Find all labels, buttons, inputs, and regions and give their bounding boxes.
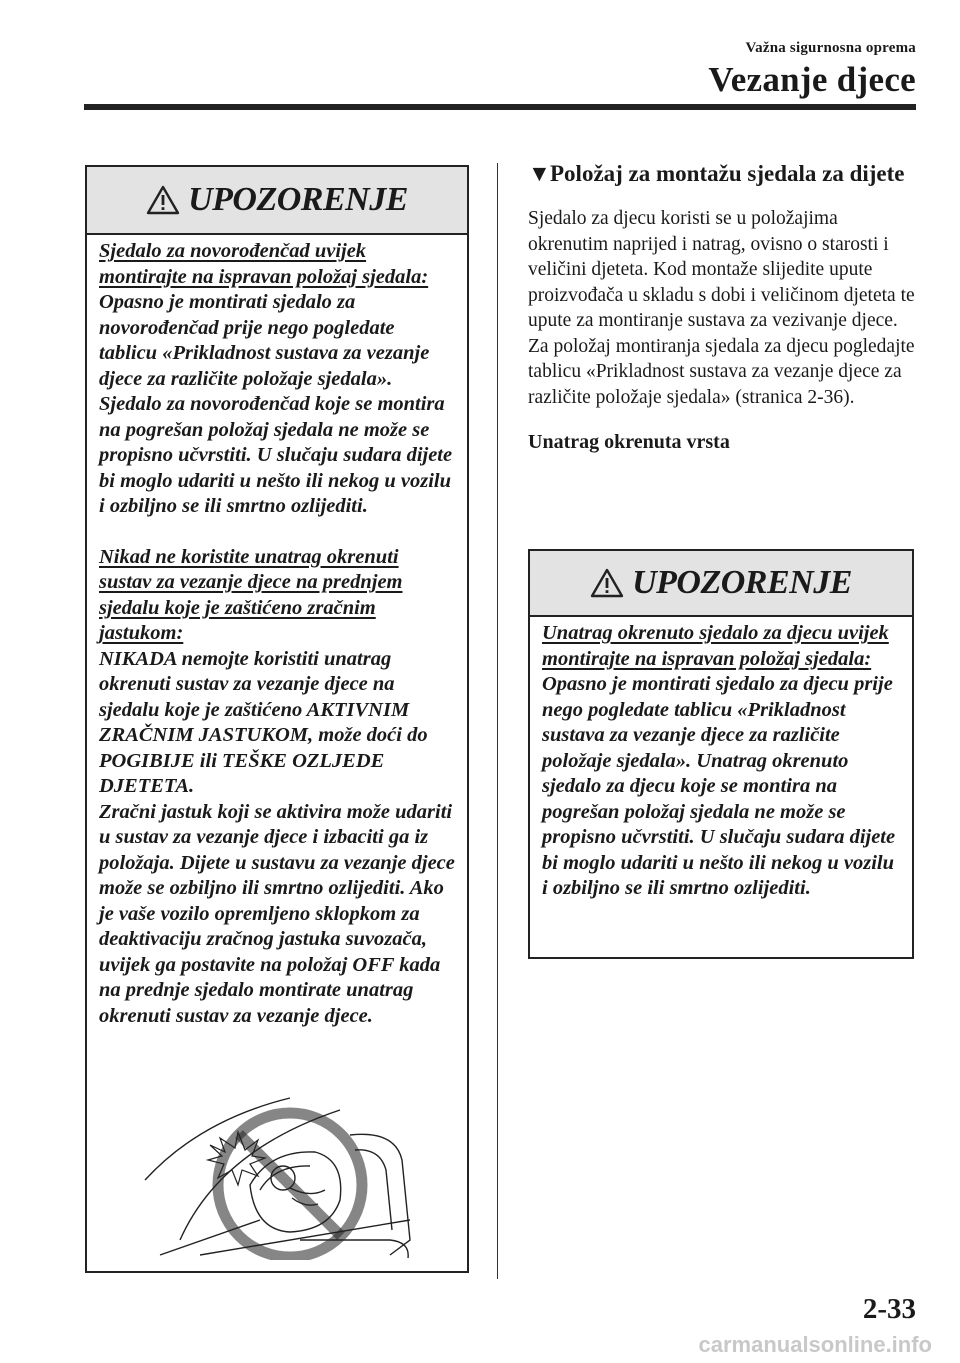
header-section-label: Važna sigurnosna oprema	[745, 40, 916, 56]
section-marker-icon: ▼	[528, 161, 551, 186]
watermark: carmanualsonline.info	[698, 1332, 932, 1357]
airbag-child-seat-illustration	[140, 1090, 430, 1260]
section-heading-text: Položaj za montažu sjedala za dijete	[550, 161, 905, 186]
warning-body	[87, 235, 467, 1029]
warning-triangle-icon	[590, 567, 624, 599]
right-column	[528, 160, 918, 454]
header-rule	[84, 104, 916, 110]
warning-triangle-icon	[146, 184, 180, 216]
warning-text-airbag-danger: NIKADA nemojte koristiti unatrag okrenuti sustav za vezanje djece na sjedalu koje je zaštićeno AKTIVNIM ZRAČNIM JASTUKOM, može doći do POGIBIJE ili TEŠKE OZLJEDE DJETETA.	[99, 647, 428, 797]
warning-box-rear-facing	[528, 549, 914, 959]
page-number: 2-33	[862, 1293, 916, 1325]
warning-heading-airbag: Nikad ne koristite unatrag okrenuti sustav za vezanje djece na prednjem sjedalu koje je zaštićeno zračnim jastukom:	[99, 545, 403, 644]
warning-heading-infant-seat: Sjedalo za novorođenčad uvijek montirajte na ispravan položaj sjedala:	[99, 240, 429, 288]
warning-body	[530, 617, 912, 902]
warning-text-rear-facing: Opasno je montirati sjedalo za djecu prije nego pogledate tablicu «Prikladnost sustava za vezanje djece za različite položaje sjedala». Unatrag okrenuto sjedalo za djecu koje se montira na pogrešan položaj sjedala ne može se propisno učvrstiti. U slučaju sudara dijete bi moglo udariti u nešto ili nekog u vozilu i ozbiljno se ili smrtno ozlijediti.	[542, 673, 896, 899]
body-paragraph-1: Sjedalo za djecu koristi se u položajima okrenutim naprijed i natrag, ovisno o starosti i veličini djeteta. Kod montaže slijedite upute proizvođača u skladu s dobi i veličinom djeteta te upute za montiranje sustava za vezivanje djece.	[528, 208, 915, 331]
warning-text-infant-seat: Opasno je montirati sjedalo za novorođenčad prije nego pogledate tablicu «Prikladnost sustava za vezanje djece za različite položaje sjedala». Sjedalo za novorođenčad koje se montira na pogrešan položaj sjedala ne može se propisno učvrstiti. U slučaju sudara dijete bi moglo udariti u nešto ili nekog u vozilu i ozbiljno se ili smrtno ozlijediti.	[99, 291, 453, 517]
page-title: Vezanje djece	[708, 60, 916, 99]
warning-text-airbag-deploy: Zračni jastuk koji se aktivira može udariti u sustav za vezanje djece i izbaciti ga iz položaja. Dijete u sustavu za vezanje djece može se ozbiljno ili smrtno ozlijediti. Ako je vaše vozilo opremljeno sklopkom za deaktivaciju zračnog jastuka suvozača, uvijek ga postavite na položaj OFF kada na prednje sjedalo montirate unatrag okrenuti sustav za vezanje djece.	[99, 800, 455, 1027]
warning-header	[530, 551, 912, 617]
subheading-rear-facing: Unatrag okrenuta vrsta	[528, 431, 730, 453]
section-heading	[528, 160, 918, 188]
warning-heading-rear-facing: Unatrag okrenuto sjedalo za djecu uvijek montirajte na ispravan položaj sjedala:	[542, 622, 889, 670]
body-paragraph-2: Za položaj montiranja sjedala za djecu pogledajte tablicu «Prikladnost sustava za vezanje djece za različite položaje sjedala» (stranica 2-36).	[528, 335, 915, 408]
warning-header	[87, 167, 467, 235]
warning-title: UPOZORENJE	[632, 564, 852, 601]
column-divider	[497, 163, 498, 1279]
warning-title: UPOZORENJE	[188, 181, 408, 218]
